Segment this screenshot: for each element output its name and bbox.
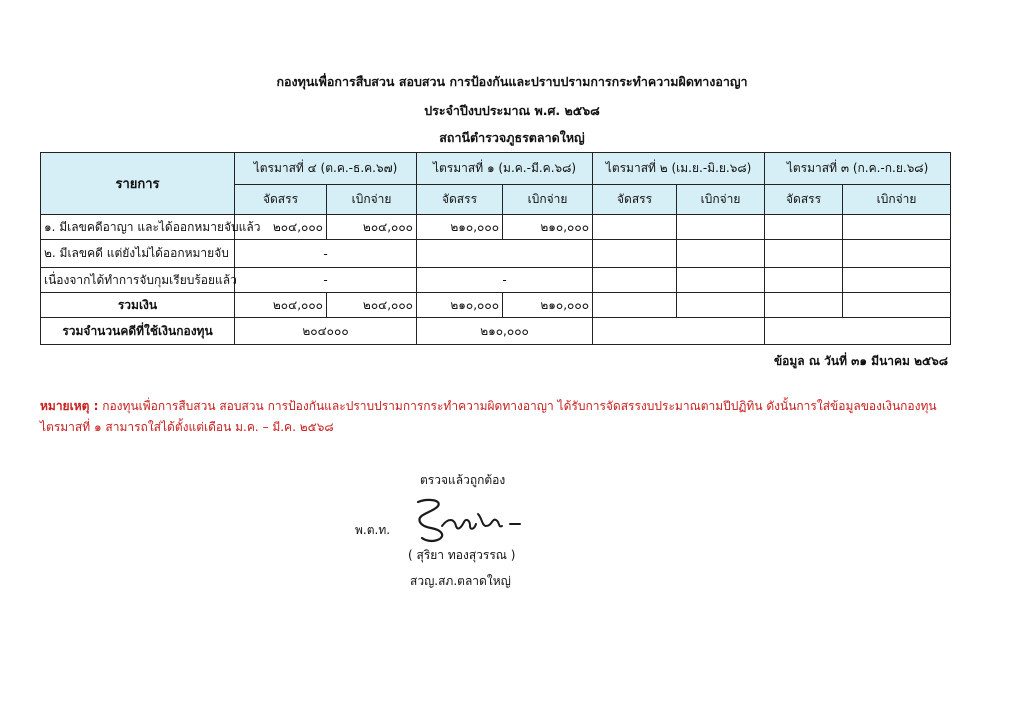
- cell-value: ๒๐๔,๐๐๐: [235, 215, 327, 240]
- empty-cell: [765, 268, 843, 293]
- empty-cell: [677, 215, 765, 240]
- cell-value: ๒๑๐,๐๐๐: [417, 293, 503, 318]
- empty-cell: [677, 240, 765, 268]
- empty-cell: [765, 293, 843, 318]
- empty-cell: [593, 293, 677, 318]
- empty-cell: [593, 268, 677, 293]
- empty-cell: [843, 240, 951, 268]
- cell-value: -: [417, 268, 593, 293]
- allocated-header: จัดสรร: [417, 185, 503, 215]
- table-row: [41, 268, 951, 293]
- budget-table: [40, 152, 951, 345]
- officer-position: สวญ.สภ.ตลาดใหญ่: [410, 574, 511, 588]
- document-title: กองทุนเพื่อการสืบสวน สอบสวน การป้องกันและปราบปรามการกระทำความผิดทางอาญา: [276, 74, 748, 89]
- row-label: เนื่องจากได้ทำการจับกุมเรียบร้อยแล้ว: [41, 268, 235, 293]
- empty-cell: [843, 215, 951, 240]
- empty-cell: [677, 268, 765, 293]
- disbursed-header: เบิกจ่าย: [843, 185, 951, 215]
- case-count-label: รวมจำนวนคดีที่ใช้เงินกองทุน: [41, 318, 235, 345]
- quarter-header-q2: ไตรมาสที่ ๒ (เม.ย.-มิ.ย.๖๘): [593, 153, 765, 185]
- station-title: สถานีตำรวจภูธรตลาดใหญ่: [439, 130, 585, 145]
- empty-cell: [417, 240, 593, 268]
- quarter-header-q3: ไตรมาสที่ ๓ (ก.ค.-ก.ย.๖๘): [765, 153, 951, 185]
- case-count-row: [41, 318, 951, 345]
- table-row: [41, 215, 951, 240]
- empty-cell: [677, 293, 765, 318]
- empty-cell: [593, 318, 765, 345]
- empty-cell: [843, 268, 951, 293]
- cell-value: ๒๑๐,๐๐๐: [417, 215, 503, 240]
- remark-label: หมายเหตุ :: [40, 399, 99, 413]
- quarter-header-q1: ไตรมาสที่ ๑ (ม.ค.-มี.ค.๖๘): [417, 153, 593, 185]
- handwritten-signature: [408, 496, 528, 546]
- row-label: ๒. มีเลขคดี แต่ยังไม่ได้ออกหมายจับ: [41, 240, 235, 268]
- cell-value: -: [235, 240, 417, 268]
- verified-text: ตรวจแล้วถูกต้อง: [420, 473, 506, 487]
- allocated-header: จัดสรร: [593, 185, 677, 215]
- cell-value: ๒๐๔,๐๐๐: [327, 293, 417, 318]
- disbursed-header: เบิกจ่าย: [677, 185, 765, 215]
- fiscal-year-title: ประจำปีงบประมาณ พ.ศ. ๒๕๖๘: [424, 103, 600, 118]
- cell-value: ๒๐๔,๐๐๐: [235, 293, 327, 318]
- empty-cell: [765, 240, 843, 268]
- cell-value: ๒๐๔,๐๐๐: [327, 215, 417, 240]
- cell-value: -: [235, 268, 417, 293]
- item-column-header: รายการ: [41, 153, 235, 215]
- total-row: [41, 293, 951, 318]
- cell-value: ๒๑๐,๐๐๐: [503, 215, 593, 240]
- cell-value: ๒๑๐,๐๐๐: [503, 293, 593, 318]
- remark: [40, 396, 960, 438]
- table-row: [41, 240, 951, 268]
- allocated-header: จัดสรร: [765, 185, 843, 215]
- total-label: รวมเงิน: [41, 293, 235, 318]
- officer-rank: พ.ต.ท.: [355, 523, 391, 537]
- header-row: [41, 153, 951, 185]
- empty-cell: [843, 293, 951, 318]
- quarter-header-q4: ไตรมาสที่ ๔ (ต.ค.-ธ.ค.๖๗): [235, 153, 417, 185]
- empty-cell: [765, 318, 951, 345]
- disbursed-header: เบิกจ่าย: [503, 185, 593, 215]
- remark-text: กองทุนเพื่อการสืบสวน สอบสวน การป้องกันและปราบปรามการกระทำความผิดทางอาญา ได้รับการจัดสรรงบประมาณตามปีปฏิทิน ดังนั้นการใส่ข้อมูลของเงินกองทุน ไตรมาสที่ ๑ สามารถใส่ได้ตั้งแต่เดือน ม.ค. – มี.ค. ๒๕๖๘: [40, 399, 937, 434]
- allocated-header: จัดสรร: [235, 185, 327, 215]
- empty-cell: [593, 215, 677, 240]
- empty-cell: [593, 240, 677, 268]
- cell-value: ๒๑๐,๐๐๐: [417, 318, 593, 345]
- cell-value: ๒๐๔๐๐๐: [235, 318, 417, 345]
- data-as-of-date: ข้อมูล ณ วันที่ ๓๑ มีนาคม ๒๕๖๘: [773, 354, 948, 368]
- officer-name: ( สุริยา ทองสุวรรณ ): [408, 548, 516, 562]
- disbursed-header: เบิกจ่าย: [327, 185, 417, 215]
- empty-cell: [765, 215, 843, 240]
- row-label: ๑. มีเลขคดีอาญา และได้ออกหมายจับแล้ว: [41, 215, 235, 240]
